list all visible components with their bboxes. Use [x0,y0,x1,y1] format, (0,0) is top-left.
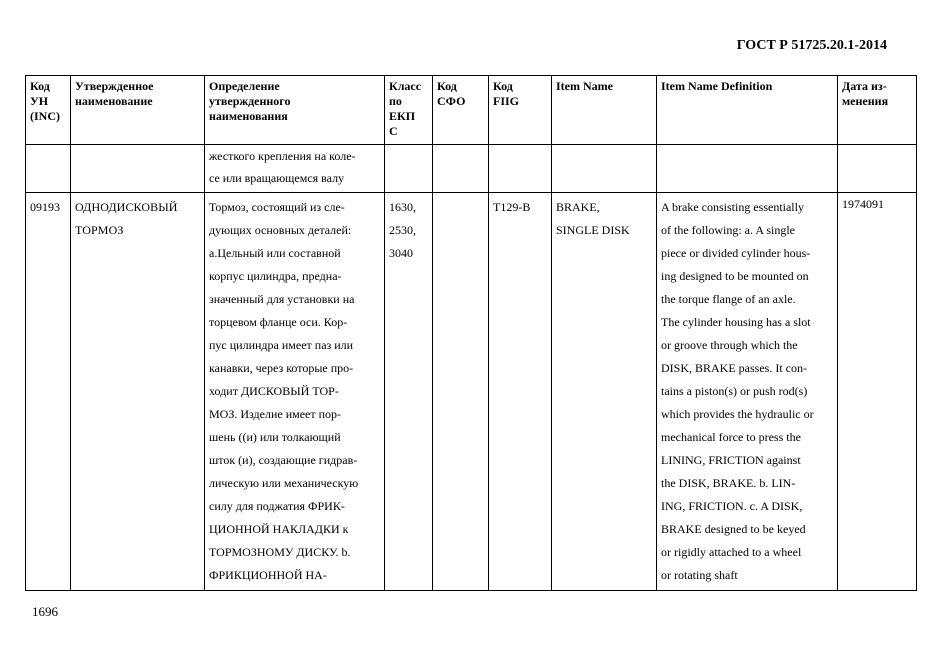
text-line: дующих основных деталей: [209,223,352,237]
header-line: Item Name [556,79,613,93]
classification-table [25,75,917,591]
text-line: а.Цельный или составной [209,246,341,260]
header-line: С [389,124,398,138]
text-line: piece or divided cylinder hous- [661,246,811,260]
header-line: Дата из- [842,79,887,93]
header-line: Утвержденное [75,79,154,93]
text-line: ТОРМОЗНОМУ ДИСКУ. b. [209,545,351,559]
text-line: mechanical force to press the [661,430,801,444]
text-line: the DISK, BRAKE. b. LIN- [661,476,796,490]
col-header-definition [205,76,385,145]
header-line: Код [30,79,50,93]
header-line: СФО [437,94,466,108]
col-header-approved-name [71,76,205,145]
text-line: ЦИОННОЙ НАКЛАДКИ к [209,522,349,536]
text-line: ING, FRICTION. c. A DISK, [661,499,803,513]
text-line: BRAKE designed to be keyed [661,522,806,536]
header-line: Код [493,79,513,93]
text-line: 1630, [389,200,416,214]
header-line: Item Name Definition [661,79,773,93]
text-line: жесткого крепления на коле- [209,149,356,163]
text-line: Тормоз, состоящий из сле- [209,200,345,214]
header-line: УН [30,94,49,108]
text-line: LINING, FRICTION against [661,453,801,467]
text-line: or rotating shaft [661,568,738,582]
text-line: МОЗ. Изделие имеет пор- [209,407,342,421]
header-line: Определение [209,79,280,93]
text-line: ТОРМОЗ [75,223,124,237]
text-line: ОДНОДИСКОВЫЙ [75,200,178,214]
text-line: The cylinder housing has a slot [661,315,811,329]
cell-item-definition [657,193,838,591]
text-line: the torque flange of an axle. [661,292,796,306]
header-line: Класс [389,79,422,93]
cell-class [385,193,433,591]
text-line: tains a piston(s) or push rod(s) [661,384,808,398]
text-line: ходит ДИСКОВЫЙ ТОР- [209,384,339,398]
cell-fiig: T129-B [489,193,552,591]
text-line: or groove through which the [661,338,798,352]
text-line: ing designed to be mounted on [661,269,809,283]
text-line: шень ((и) или толкающий [209,430,341,444]
col-header-fiig [489,76,552,145]
text-line: шток (и), создающие гидрав- [209,453,358,467]
text-line: A brake consisting essentially [661,200,804,214]
header-line: менения [842,94,889,108]
col-header-class [385,76,433,145]
col-header-inc [26,76,71,145]
text-line: ФРИКЦИОННОЙ НА- [209,568,327,582]
text-line: пус цилиндра имеет паз или [209,338,354,352]
header-line: наименование [75,94,153,108]
text-line: 2530, [389,223,416,237]
text-line: канавки, через которые про- [209,361,354,375]
col-header-item-name [552,76,657,145]
text-line: се или вращающемся валу [209,171,345,185]
text-line: корпус цилиндра, предна- [209,269,342,283]
cell-inc: 09193 [26,193,71,591]
header-line: FIIG [493,94,520,108]
cell-item-name [552,193,657,591]
text-line: of the following: a. A single [661,223,795,237]
text-line: SINGLE DISK [556,223,630,237]
table-header-row [26,76,917,145]
document-standard-code: ГОСТ Р 51725.20.1-2014 [736,38,887,53]
cell-sfo [433,193,489,591]
cell-date: 1974091 [838,193,917,591]
table-row [26,193,917,591]
cell-definition [205,193,385,591]
header-line: по [389,94,402,108]
text-line: DISK, BRAKE passes. It con- [661,361,807,375]
cell-approved-name [71,193,205,591]
text-line: BRAKE, [556,200,600,214]
text-line: силу для поджатия ФРИК- [209,499,345,513]
header-line: (INC) [30,109,60,123]
text-line: or rigidly attached to a wheel [661,545,802,559]
header-line: Код [437,79,457,93]
text-line: торцевом фланце оси. Кор- [209,315,348,329]
page-number: 1696 [32,604,58,619]
header-line: ЕКП [389,109,416,123]
header-line: утвержденного [209,94,291,108]
text-line: значенный для установки на [209,292,355,306]
text-line: 3040 [389,246,413,260]
header-line: наименования [209,109,288,123]
continuation-definition [205,145,385,193]
col-header-item-definition [657,76,838,145]
col-header-sfo [433,76,489,145]
text-line: лическую или механическую [209,476,359,490]
text-line: which provides the hydraulic or [661,407,814,421]
col-header-date [838,76,917,145]
table-row-continuation [26,145,917,193]
